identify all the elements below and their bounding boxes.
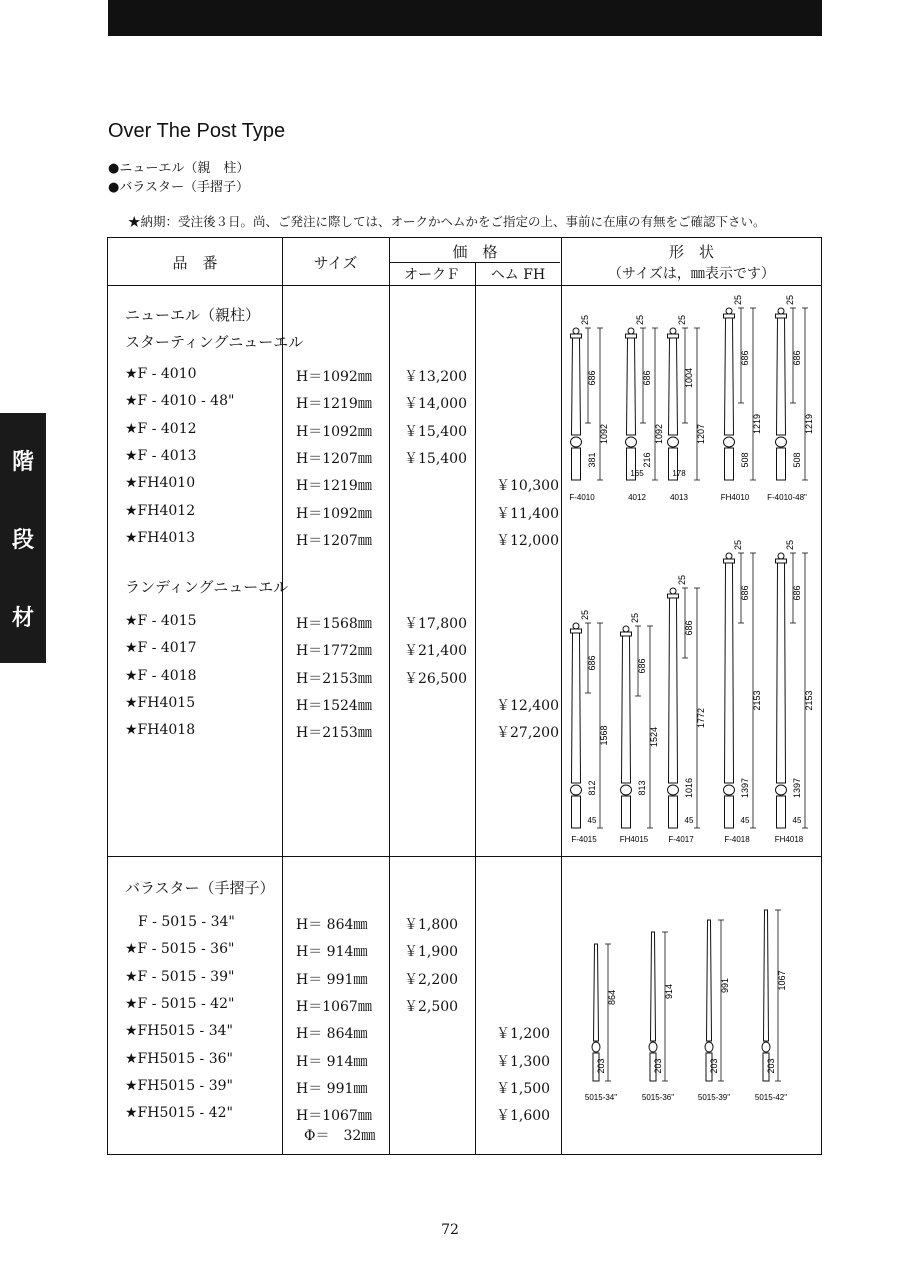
- row-code: ★F - 4013: [125, 447, 197, 464]
- dim-label: 25: [635, 314, 645, 326]
- dim-label: 686: [740, 585, 750, 601]
- baluster-turning: [649, 1042, 657, 1052]
- dim-label: 991: [720, 977, 730, 994]
- dim-label: 1004: [684, 367, 694, 389]
- dim-label: 1092: [599, 423, 609, 445]
- dim-label: 45: [684, 816, 694, 825]
- row-size: H＝1067㎜: [296, 998, 372, 1015]
- header-size: サイズ: [313, 254, 358, 272]
- section-subtitle-starting: スターティングニューエル: [125, 333, 304, 351]
- starting-newel-turning: [724, 437, 735, 447]
- diagram-label: 4012: [628, 493, 646, 502]
- row-oak: ￥15,400: [404, 450, 467, 467]
- header-shape: 形 状: [668, 243, 714, 261]
- dim-label: 1016: [684, 777, 694, 799]
- row-code: ★F - 4018: [125, 667, 197, 684]
- dim-label: 1219: [752, 413, 762, 435]
- starting-newel-shaft: [725, 318, 734, 435]
- landing-newel-shaft: [777, 563, 786, 783]
- side-tab-char: 階: [11, 448, 34, 475]
- dim-label: 203: [653, 1058, 663, 1074]
- row-oak: ￥1,800: [404, 917, 459, 933]
- section-title-landing: ランディングニューエル: [125, 578, 289, 596]
- dim-label: 45: [587, 816, 597, 825]
- header-hinban: 品 番: [172, 254, 218, 272]
- page-number: 72: [441, 1222, 459, 1238]
- landing-newel-turning: [571, 785, 582, 795]
- dim-label: 25: [785, 294, 795, 306]
- row-hem: ￥1,300: [496, 1053, 551, 1070]
- row-size: H＝1207㎜: [296, 450, 372, 467]
- row-oak: ￥15,400: [404, 423, 467, 440]
- landing-newel-shaft: [669, 598, 678, 783]
- dim-label: 1772: [696, 707, 706, 729]
- dim-label: 1397: [740, 777, 750, 799]
- row-code: F - 5015 - 34": [138, 914, 235, 930]
- landing-newel-cap: [571, 629, 582, 633]
- row-size: H＝ 864㎜: [296, 1026, 368, 1043]
- header-hem: ヘム FH: [490, 267, 546, 283]
- row-oak: ￥26,500: [404, 670, 467, 687]
- row-oak: ￥17,800: [404, 616, 467, 632]
- dim-label: 686: [587, 655, 597, 671]
- starting-newel-finial: [573, 328, 579, 334]
- row-hem: ￥11,400: [496, 505, 559, 522]
- dim-label: 1568: [599, 725, 609, 746]
- dim-label: 1219: [804, 413, 814, 435]
- baluster-shaft: [707, 920, 712, 1041]
- row-code: ★F - 5015 - 42": [125, 995, 235, 1012]
- row-oak: ￥1,900: [404, 944, 459, 961]
- landing-newel-finial: [726, 553, 732, 559]
- header-shape-note: （サイズは，㎜表示です）: [608, 266, 775, 282]
- row-code: ★F - 4012: [125, 420, 197, 437]
- landing-newel-turning: [724, 785, 735, 795]
- row-code: ★FH4010: [125, 475, 196, 492]
- starting-newel-turning: [668, 437, 679, 447]
- legend-baluster: ●バラスター（手摺子）: [108, 180, 249, 195]
- starting-newel-shaft: [777, 318, 786, 435]
- row-size: H＝ 991㎜: [296, 1080, 368, 1097]
- starting-newel-finial: [628, 328, 634, 334]
- dim-label: 381: [587, 452, 597, 468]
- dim-label: 686: [587, 370, 597, 386]
- row-size: H＝ 914㎜: [296, 944, 368, 961]
- product-table: [107, 237, 822, 1155]
- row-oak: ￥21,400: [404, 643, 467, 660]
- landing-newel-cap: [668, 594, 679, 598]
- diagram-label: 4013: [670, 493, 688, 502]
- row-code: ★FH4012: [125, 502, 196, 519]
- section-title-newel: ニューエル（親柱）: [125, 306, 261, 324]
- col-divider: [389, 238, 390, 1154]
- dim-label: 25: [785, 539, 795, 551]
- baluster-turning: [762, 1042, 770, 1052]
- starting-newel-block: [572, 448, 581, 480]
- starting-newel-turning: [571, 437, 582, 447]
- col-divider: [282, 238, 283, 1154]
- dim-label: 25: [677, 314, 687, 326]
- diagram-label: 5015-42": [754, 1093, 788, 1102]
- dim-label: 686: [637, 658, 647, 674]
- baluster-turning: [705, 1042, 713, 1052]
- starting-newel-turning: [776, 437, 787, 447]
- row-code: ★F - 5015 - 36": [125, 941, 235, 958]
- dim-label: 914: [664, 983, 674, 1000]
- row-size: H＝1207㎜: [296, 532, 372, 549]
- diagram-label: F-4017: [668, 835, 694, 844]
- side-tab-char: 材: [11, 604, 34, 631]
- baluster-turning: [592, 1042, 600, 1052]
- starting-newel-cap: [776, 314, 787, 318]
- price-header-divider: [389, 262, 560, 263]
- landing-newel-shaft: [622, 636, 631, 783]
- row-size: H＝ 914㎜: [296, 1053, 368, 1070]
- row-hem: ￥10,300: [496, 478, 559, 495]
- dim-label: 45: [792, 816, 802, 825]
- landing-newel-turning: [621, 785, 632, 795]
- landing-newel-turning: [668, 785, 679, 795]
- row-oak: ￥2,200: [404, 971, 459, 988]
- dim-label: 1207: [696, 423, 706, 445]
- row-code: ★FH5015 - 39": [125, 1077, 233, 1094]
- diagram-label: FH4015: [619, 835, 649, 844]
- side-tab: [0, 413, 46, 663]
- row-oak: ￥13,200: [404, 369, 467, 385]
- row-hem: ￥12,400: [496, 697, 559, 714]
- landing-newel-block: [572, 796, 581, 828]
- starting-newel-block: [725, 448, 734, 480]
- row-oak: ￥2,500: [404, 998, 459, 1015]
- diagram-label: 5015-34": [584, 1093, 618, 1102]
- dim-label: 25: [733, 539, 743, 551]
- side-tab-char: 段: [11, 526, 34, 553]
- row-size: H＝2153㎜: [296, 725, 372, 742]
- landing-newel-shaft: [572, 633, 581, 783]
- dim-label: 203: [709, 1058, 719, 1074]
- baluster-shaft: [594, 944, 599, 1041]
- landing-newel-finial: [670, 588, 676, 594]
- row-hem: ￥12,000: [496, 532, 559, 549]
- dim-label: 2153: [804, 690, 814, 711]
- row-hem: ￥1,500: [496, 1080, 551, 1097]
- row-hem: ￥1,200: [496, 1026, 551, 1043]
- row-code: ★F - 4017: [125, 640, 197, 657]
- dim-label: 178: [672, 469, 686, 478]
- starting-newel-block: [777, 448, 786, 480]
- starting-newel-shaft: [627, 338, 636, 435]
- dim-label: 165: [630, 469, 644, 478]
- diameter-note: Φ＝ 32㎜: [304, 1128, 376, 1144]
- row-size: H＝1772㎜: [296, 643, 372, 660]
- diagram-label: F-4015: [571, 835, 597, 844]
- landing-newel-block: [777, 796, 786, 828]
- landing-newel-turning: [776, 785, 787, 795]
- row-size: H＝1092㎜: [296, 423, 372, 440]
- col-divider: [475, 262, 476, 1154]
- row-code: ★FH5015 - 42": [125, 1105, 233, 1122]
- dim-label: 1067: [777, 970, 787, 991]
- baluster-shaft: [764, 910, 769, 1041]
- row-size: H＝1219㎜: [296, 396, 372, 413]
- dim-label: 812: [587, 780, 597, 796]
- dim-label: 686: [740, 350, 750, 366]
- row-size: H＝1092㎜: [296, 369, 372, 385]
- starting-newel-turning: [626, 437, 637, 447]
- row-size: H＝2153㎜: [296, 670, 372, 687]
- header-price: 価 格: [452, 243, 498, 261]
- starting-newel-finial: [726, 308, 732, 314]
- delivery-note: ★納期：受注後３日。尚、ご発注に際しては、オークかヘムかをご指定の上、事前に在庫の有無をご確認下さい。: [128, 214, 766, 229]
- dim-label: 25: [677, 574, 687, 586]
- landing-newel-cap: [621, 632, 632, 636]
- dim-label: 1092: [654, 423, 664, 445]
- starting-newel-cap: [571, 334, 582, 338]
- diagram-label: F-4010: [569, 493, 595, 502]
- dim-label: 203: [766, 1058, 776, 1074]
- landing-newel-finial: [623, 626, 629, 632]
- starting-newel-cap: [724, 314, 735, 318]
- baluster-shaft: [651, 932, 656, 1041]
- landing-newel-block: [622, 796, 631, 828]
- dim-label: 686: [792, 350, 802, 366]
- dim-label: 25: [580, 314, 590, 326]
- starting-newel-finial: [670, 328, 676, 334]
- row-size: H＝1092㎜: [296, 505, 372, 522]
- dim-label: 216: [642, 452, 652, 468]
- top-black-bar: [108, 0, 822, 36]
- landing-newel-finial: [778, 553, 784, 559]
- landing-newel-block: [669, 796, 678, 828]
- landing-newel-cap: [724, 559, 735, 563]
- row-code: ★FH4018: [125, 722, 196, 739]
- starting-newel-shaft: [572, 338, 581, 435]
- legend-newel: ●ニューエル（親 柱）: [108, 161, 250, 176]
- landing-newel-finial: [573, 623, 579, 629]
- starting-newel-cap: [668, 334, 679, 338]
- page-title: Over The Post Type: [108, 120, 286, 142]
- dim-label: 25: [580, 609, 590, 621]
- diagram-label: FH4010: [720, 493, 750, 502]
- row-code: ★FH4013: [125, 529, 196, 546]
- dim-label: 686: [792, 585, 802, 601]
- row-code: ★FH4015: [125, 694, 196, 711]
- row-code: ★F - 4010 - 48": [125, 393, 235, 410]
- starting-newel-cap: [626, 334, 637, 338]
- row-size: H＝1568㎜: [296, 616, 372, 632]
- dim-label: 508: [792, 452, 802, 468]
- landing-newel-shaft: [725, 563, 734, 783]
- row-code: ★F - 5015 - 39": [125, 968, 235, 985]
- row-hem: ￥1,600: [496, 1108, 551, 1125]
- dim-label: 1397: [792, 777, 802, 799]
- dim-label: 25: [733, 294, 743, 306]
- dim-label: 508: [740, 452, 750, 468]
- row-hem: ￥27,200: [496, 725, 559, 742]
- dim-label: 2153: [752, 690, 762, 711]
- starting-newel-finial: [778, 308, 784, 314]
- row-code: ★F - 4010: [125, 366, 197, 382]
- dim-label: 813: [637, 780, 647, 796]
- dim-label: 1524: [649, 726, 659, 748]
- dim-label: 864: [607, 989, 617, 1006]
- row-code: ★FH5015 - 34": [125, 1023, 233, 1040]
- row-oak: ￥14,000: [404, 396, 467, 413]
- row-code: ★FH5015 - 36": [125, 1050, 233, 1067]
- section-title-baluster: バラスター（手摺子）: [125, 879, 275, 897]
- diagram-label: F-4018: [724, 835, 750, 844]
- header-oak: オークＦ: [404, 267, 460, 283]
- starting-newel-shaft: [669, 338, 678, 435]
- dim-label: 203: [596, 1058, 606, 1074]
- dim-label: 686: [684, 620, 694, 636]
- row-code: ★F - 4015: [125, 613, 197, 629]
- row-size: H＝ 864㎜: [296, 917, 368, 933]
- dim-label: 45: [740, 816, 750, 825]
- diagram-label: 5015-36": [641, 1093, 675, 1102]
- row-size: H＝ 991㎜: [296, 971, 368, 988]
- landing-newel-cap: [776, 559, 787, 563]
- landing-newel-block: [725, 796, 734, 828]
- shape-diagrams: [561, 238, 822, 1156]
- diagram-label: 5015-39": [697, 1093, 731, 1102]
- row-size: H＝1067㎜: [296, 1108, 372, 1125]
- diagram-label: FH4018: [774, 835, 804, 844]
- row-size: H＝1219㎜: [296, 478, 372, 495]
- dim-label: 25: [630, 612, 640, 624]
- dim-label: 686: [642, 370, 652, 386]
- diagram-label: F-4010-48": [767, 493, 807, 502]
- row-size: H＝1524㎜: [296, 697, 372, 714]
